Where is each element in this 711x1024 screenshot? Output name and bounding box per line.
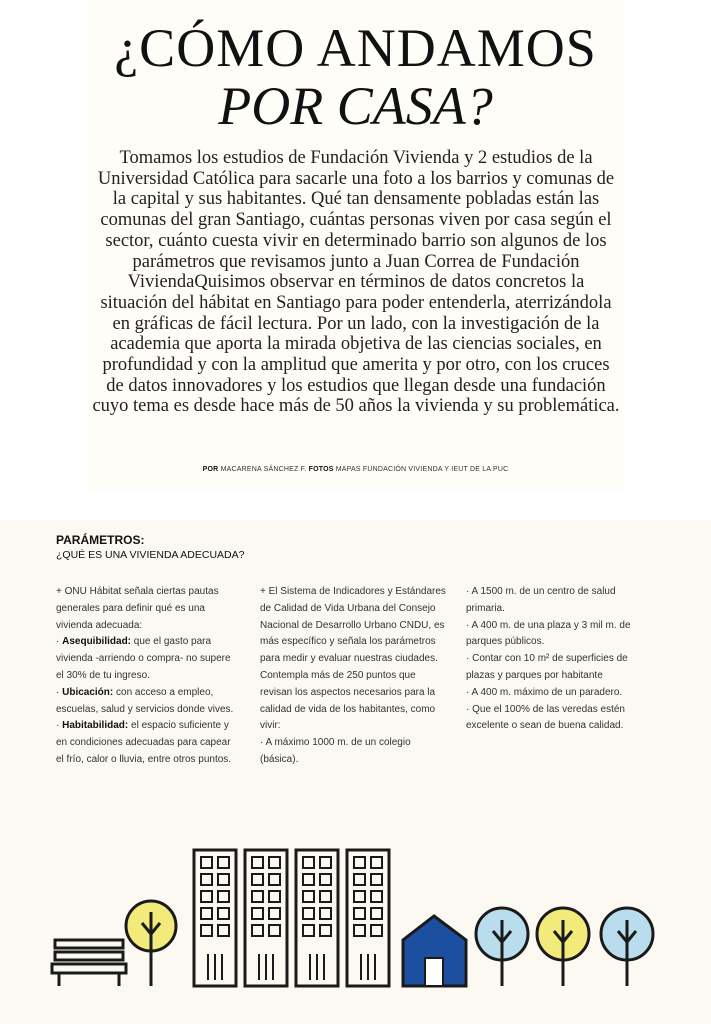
- byline-photo-credit: MAPAS FUNDACIÓN VIVIENDA Y IEUT DE LA PUC: [335, 466, 509, 473]
- byline-por-label: POR: [202, 466, 219, 473]
- tree-icon: [537, 908, 589, 986]
- item-label: Asequibilidad:: [62, 636, 132, 648]
- page-title-line1: ¿CÓMO ANDAMOS: [114, 18, 597, 78]
- item-label: Ubicación:: [62, 686, 114, 698]
- column-cndu-continued: [466, 584, 656, 735]
- parameters-heading: PARÁMETROS:: [56, 533, 145, 547]
- bench-icon: [52, 940, 126, 986]
- byline-author: MACARENA SÁNCHEZ F.: [220, 466, 307, 473]
- byline-fotos-label: FOTOS: [308, 466, 334, 473]
- column-intro: + El Sistema de Indicadores y Estándares de Calidad de Vida Urbana del Consejo Nacional de Desarrollo Urbano CNDU, es más específico y señala los parámetros para medir y evaluar nuestras ciudades. Contempla más de 250 puntos que revisan los aspectos necesarios para la calidad de vida de los habitantes, como vivir:: [260, 586, 446, 732]
- list-item: · A 400 m. máximo de un paradero.: [466, 686, 623, 698]
- intro-paragraph: Tomamos los estudios de Fundación Vivienda y 2 estudios de la Universidad Católica para sacarle una foto a los barrios y comunas de la capital y sus habitantes. Qué tan densamente pobladas están las comunas del gran Santiago, cuántas personas viven por casa según el sector, cuánto cuesta vivir en determinado barrio son algunos de los parámetros que revisamos junto a Juan Correa de Fundación ViviendaQuisimos observar en términos de datos concretos la situación del hábitat en Santiago para poder entenderla, aterrizándola en gráficas de fácil lectura. Por un lado, con la investigación de la academia que aporta la mirada objetiva de las ciencias sociales, en profundidad y con la amplitud que amerita y por otro, con los cruces de datos innovadores y los estudios que llegan desde una fundación cuyo tema es desde hace más de 50 años la vivienda y su problemática.: [92, 148, 620, 417]
- tree-icon: [126, 901, 176, 986]
- building-icon: [296, 850, 338, 986]
- list-item: · Contar con 10 m² de superficies de plazas y parques por habitante: [466, 653, 628, 681]
- byline: [0, 466, 711, 473]
- tree-icon: [601, 908, 653, 986]
- building-icon: [194, 850, 236, 986]
- building-icon: [245, 850, 287, 986]
- building-icon: [347, 850, 389, 986]
- list-item: · A 1500 m. de un centro de salud primaria.: [466, 586, 616, 614]
- list-item: · Ubicación: con acceso a empleo, escuelas, salud y servicios donde vives.: [56, 686, 234, 715]
- column-intro: + ONU Hábitat señala ciertas pautas generales para definir qué es una vivienda adecuada:: [56, 586, 219, 631]
- parameters-subheading: ¿QUÉ ES UNA VIVIENDA ADECUADA?: [56, 549, 245, 561]
- list-item: · Habitabilidad: el espacio suficiente y en condiciones adecuadas para capear el frío, calor o lluvia, entre otros puntos.: [56, 720, 232, 765]
- list-item: · A máximo 1000 m. de un colegio (básica).: [260, 737, 411, 765]
- column-onu-habitat: [56, 584, 241, 769]
- list-item: · A 400 m. de una plaza y 3 mil m. de parques públicos.: [466, 619, 631, 648]
- column-cndu: [260, 584, 450, 769]
- page-title-line2: POR CASA?: [218, 76, 493, 136]
- item-label: Habitabilidad:: [62, 720, 129, 732]
- list-item: · Que el 100% de las veredas estén excelente o sean de buena calidad.: [466, 703, 625, 732]
- house-icon: [403, 916, 466, 986]
- cityscape-illustration: [0, 838, 711, 988]
- list-item: · Asequibilidad: que el gasto para vivienda -arriendo o compra- no supere el 30% de tu ingreso.: [56, 636, 231, 681]
- tree-icon: [476, 908, 528, 986]
